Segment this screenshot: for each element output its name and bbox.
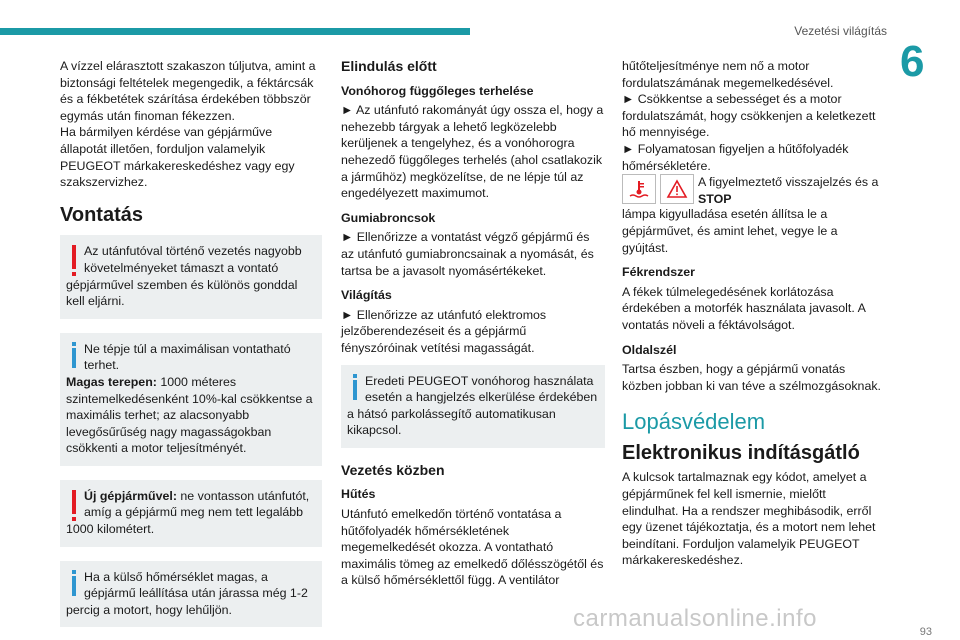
minor-heading: Hűtés (341, 487, 376, 502)
note-text: ne vontasson utánfutót, amíg a gépjármű meg nem tett legalább 1000 kilométert. (66, 488, 310, 537)
warning-note (60, 235, 322, 318)
paragraph: ► Ellenőrizze az utánfutó elektromos jelzőberendezéseit és a gépjármű fényszóróinak vetítési magasságát. (341, 307, 547, 355)
exclamation-icon (72, 245, 76, 269)
paragraph: Tartsa észben, hogy a gépjármű vonatás közben jobban ki van téve a szélmozgásoknak. (622, 362, 881, 393)
warning-triangle-icon (660, 174, 694, 204)
paragraph: Utánfutó emelkedőn történő vontatása a hűtőfolyadék hőmérsékletének megemelkedését okozza. A vontatható maximális tömeg az emelkedő dőlésszögétől és a külső hőmérséklettől függ. A ventilátor (341, 507, 604, 588)
paragraph: A fékek túlmelegedésének korlátozása érdekében a motorfék használata javasolt. A vontatás növeli a féktávolságot. (622, 284, 866, 332)
note-bold: Új gépjárművel: (84, 488, 177, 503)
minor-heading: Világítás (341, 288, 392, 303)
column-1 (60, 58, 322, 640)
exclamation-icon (72, 490, 76, 514)
paragraph: Ha bármilyen kérdése van gépjárműve állapotát illetően, forduljon valamelyik PEUGEOT márkakereskedéshez vagy egy szakszervizhez. (60, 125, 295, 190)
warning-lamp-row (622, 174, 884, 207)
note-text: 1000 méteres szintemelkedésenként 10%-kal csökkentse a maximális terhet; az alacsonyabb levegősűrűség nagy magasságokban csökkenti a motor teljesítményét. (66, 374, 313, 456)
section-title: Vontatás (60, 203, 143, 226)
info-icon (72, 576, 76, 596)
page-number: 93 (919, 626, 932, 638)
minor-heading: Gumiabroncsok (341, 210, 436, 225)
section-title: Elektronikus indításgátló (622, 441, 860, 464)
watermark: carmanualsonline.info (573, 605, 817, 632)
info-note (341, 365, 605, 448)
minor-heading: Vonóhorog függőleges terhelése (341, 83, 534, 98)
minor-heading: Fékrendszer (622, 265, 696, 280)
section-title: Lopásvédelem (622, 409, 766, 435)
note-text: Az utánfutóval történő vezetés nagyobb követelményeket támaszt a vontató gépjárművel szemben és különös gonddal kell eljárni. (66, 244, 302, 309)
note-text: Ne tépje túl a maximálisan vontatható terhet. (84, 341, 291, 373)
chapter-number: 6 (900, 37, 925, 86)
info-note (60, 561, 322, 628)
paragraph: ► Az utánfutó rakományát úgy ossza el, hogy a nehezebb tárgyak a lehető legközelebb kerüljenek a tengelyhez, és a vonóhorogra nehezedő függőleges terhelés (ahol csatlakozik a járműhöz) megközelítse, de ne lépje túl az engedélyezett maximumot. (341, 103, 604, 201)
stop-label: STOP (698, 191, 732, 206)
paragraph: ► Folyamatosan figyeljen a hűtőfolyadék hőmérsékletére. (622, 141, 849, 173)
header-accent-bar (0, 28, 470, 35)
paragraph (698, 174, 884, 207)
note-text: Ha a külső hőmérséklet magas, a gépjármű leállítása után járassa még 1-2 percig a motort, hogy lehűljön. (66, 569, 308, 617)
warning-icons (622, 174, 694, 204)
info-icon (353, 380, 357, 400)
subsection-title: Vezetés közben (341, 461, 445, 478)
note-bold: Magas terepen: (66, 374, 157, 389)
column-3 (622, 58, 884, 569)
minor-heading: Oldalszél (622, 342, 677, 357)
info-note (60, 333, 322, 466)
text-segment: A figyelmeztető visszajelzés és a (698, 175, 879, 190)
page-header-title: Vezetési világítás (794, 24, 887, 38)
coolant-temperature-icon (622, 174, 656, 204)
paragraph: A kulcsok tartalmaznak egy kódot, amelyet a gépjárműnek fel kell ismernie, mielőtt elindulhat. Ha a rendszer meghibásodik, erről egy üzenet tájékoztatja, és a motort nem lehet beindítani. Forduljon valamelyik PEUGEOT márkakereskedéshez. (622, 470, 876, 568)
warning-note (60, 480, 322, 547)
paragraph: hűtőteljesítménye nem nő a motor fordulatszámának megemelkedésével. (622, 59, 834, 90)
column-2 (341, 58, 605, 589)
paragraph: A vízzel elárasztott szakaszon túljutva, amint a biztonsági feltételek megengedik, a féktárcsák és a fékbetétek szárítása érdekében többször egymás után finoman fékezzen. (60, 59, 316, 123)
paragraph: lámpa kigyulladása esetén állítsa le a gépjárművet, és amint lehet, vegye le a gyújtást. (622, 207, 838, 255)
subsection-title: Elindulás előtt (341, 58, 437, 74)
paragraph: ► Csökkentse a sebességet és a motor fordulatszámát, hogy csökkenjen a keletkezett hő mennyisége. (622, 92, 876, 140)
note-text: Eredeti PEUGEOT vonóhorog használata esetén a hangjelzés elkerülése érdekében a hátsó parkolássegítő automatikusan kikapcsol. (347, 373, 598, 438)
paragraph: ► Ellenőrizze a vontatást végző gépjármű és az utánfutó gumiabroncsainak a nyomását, és tartsa be a javasolt nyomásértékeket. (341, 230, 594, 278)
info-icon (72, 348, 76, 368)
